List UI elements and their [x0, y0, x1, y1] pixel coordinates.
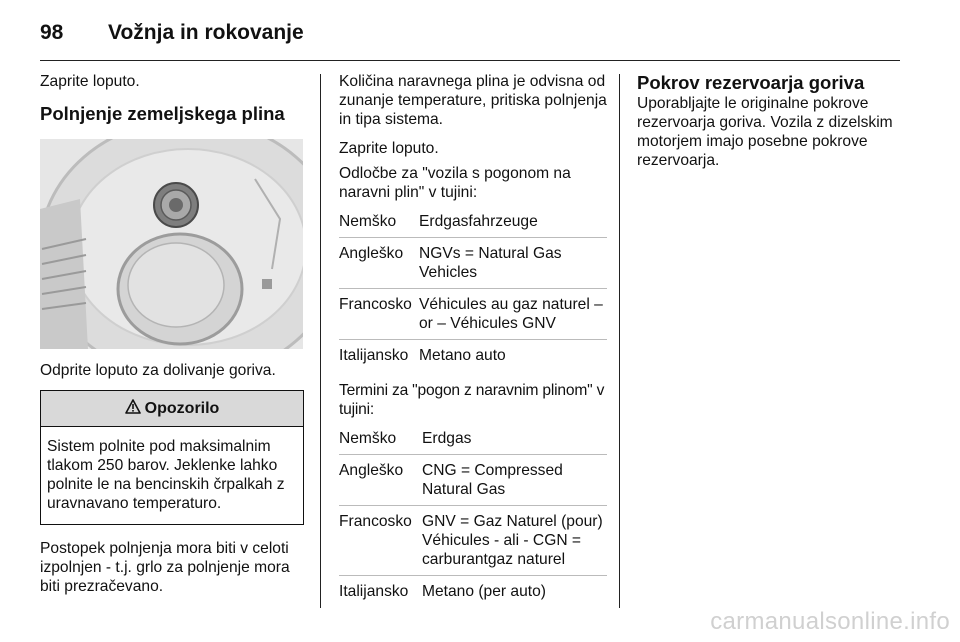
fuel-flap-illustration: [40, 139, 303, 349]
table-cell-language: Angleško: [339, 238, 419, 289]
column-3: [637, 72, 907, 180]
section-heading: Polnjenje zemeljskega plina: [40, 103, 285, 124]
warning-title: Opozorilo: [144, 400, 220, 417]
table-row: [339, 455, 607, 506]
page-header: [40, 18, 304, 48]
column-divider: [619, 74, 620, 608]
table-cell-term: NGVs = Natural Gas Vehicles: [419, 238, 607, 289]
paragraph: Uporabljajte le originalne pokrove rezervoarja goriva. Vozila z dizelskim motorjem imajo posebne pokrove rezervoarja.: [637, 95, 893, 169]
table-cell-language: Francosko: [339, 506, 422, 576]
warning-box: [40, 390, 304, 525]
table-row: [339, 238, 607, 289]
column-1: [40, 72, 304, 606]
table-row: [339, 206, 607, 238]
table-cell-term: GNV = Gaz Naturel (pour) Véhicules - ali - CGN = carburantgaz naturel: [422, 506, 607, 576]
header-rule: [40, 60, 900, 61]
paragraph: Odločbe za "vozila s pogonom na naravni plin" v tujini:: [339, 165, 571, 201]
paragraph: Postopek polnjenja mora biti v celoti izpolnjen - t.j. grlo za polnjenje mora biti prezračevano.: [40, 540, 290, 595]
watermark: carmanualsonline.info: [710, 608, 950, 635]
column-divider: [320, 74, 321, 608]
table-row: [339, 423, 607, 455]
section-heading: Pokrov rezervoarja goriva: [637, 72, 865, 93]
vehicle-terms-table: [339, 206, 607, 371]
column-2: [339, 72, 607, 617]
paragraph: Zaprite loputo.: [339, 140, 439, 157]
fuel-flap-photo: [40, 139, 303, 349]
table-cell-language: Nemško: [339, 423, 422, 455]
table-cell-term: Véhicules au gaz naturel – or – Véhicules GNV: [419, 289, 607, 340]
page-number: 98: [40, 21, 64, 44]
table-cell-language: Nemško: [339, 206, 419, 238]
table-cell-language: Italijansko: [339, 347, 409, 364]
table-cell-term: Erdgasfahrzeuge: [419, 206, 607, 238]
table-row: [339, 289, 607, 340]
table-cell-term: Erdgas: [422, 423, 607, 455]
chapter-title: Vožnja in rokovanje: [108, 21, 304, 44]
table-cell-term: Metano auto: [419, 347, 506, 364]
paragraph: Termini za "pogon z naravnim plinom" v tujini:: [339, 382, 605, 418]
table-row: [339, 506, 607, 576]
warning-triangle-icon: [125, 399, 141, 419]
paragraph: Zaprite loputo.: [40, 73, 140, 90]
table-cell-language: Italijansko: [339, 583, 409, 600]
table-cell-language: Angleško: [339, 455, 422, 506]
paragraph: Količina naravnega plina je odvisna od zunanje temperature, pritiska polnjenja in tipa sistema.: [339, 73, 607, 128]
table-row: [339, 340, 607, 372]
propulsion-terms-table: [339, 423, 607, 607]
figure-caption: Odprite loputo za dolivanje goriva.: [40, 362, 276, 379]
warning-header: [41, 391, 303, 427]
table-cell-term: Metano (per auto): [422, 583, 546, 600]
table-row: [339, 576, 607, 608]
table-cell-language: Francosko: [339, 289, 419, 340]
table-cell-term: CNG = Compressed Natural Gas: [422, 455, 607, 506]
warning-text: Sistem polnite pod maksimalnim tlakom 250 barov. Jeklenke lahko polnite le na bencinskih črpalkah z uravnavano temperaturo.: [47, 438, 285, 512]
